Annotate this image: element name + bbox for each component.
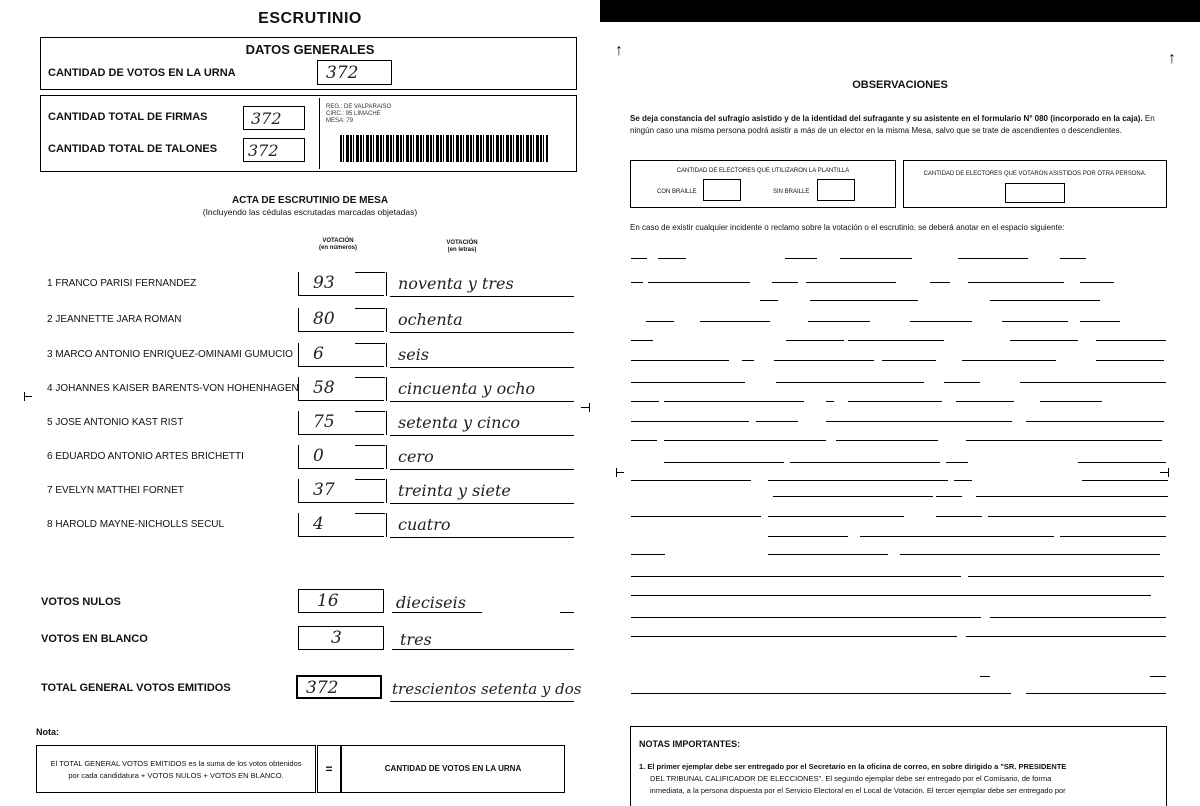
observation-line bbox=[1060, 536, 1166, 537]
observation-line bbox=[840, 258, 912, 259]
observation-line bbox=[962, 360, 1056, 361]
observation-line bbox=[1026, 693, 1166, 694]
candidate-vote-number-box bbox=[298, 445, 384, 469]
candidate-vote-number-box bbox=[298, 377, 384, 401]
candidate-column-divider bbox=[386, 513, 387, 537]
candidate-vote-number-box bbox=[298, 513, 384, 537]
page-title: ESCRUTINIO bbox=[258, 10, 362, 27]
observation-line bbox=[742, 360, 754, 361]
observation-line bbox=[631, 595, 1151, 596]
observation-line bbox=[756, 421, 798, 422]
observation-line bbox=[631, 480, 751, 481]
plantilla-box bbox=[630, 160, 896, 208]
votos-blanco-words: tres bbox=[400, 630, 432, 649]
votos-blanco-box bbox=[298, 626, 384, 650]
candidate-vote-words: cincuenta y ocho bbox=[398, 379, 536, 398]
observation-line bbox=[631, 554, 665, 555]
candidate-words-line bbox=[390, 296, 574, 297]
mesa-info-circ: CIRC.: 95 LIMACHE bbox=[326, 111, 381, 117]
observation-line bbox=[631, 282, 643, 283]
observation-line bbox=[826, 421, 1012, 422]
candidate-box-tick bbox=[355, 479, 385, 480]
observation-line bbox=[664, 440, 826, 441]
votos-nulos-words: dieciseis bbox=[396, 593, 466, 612]
asistidos-title: CANTIDAD DE ELECTORES QUE VOTARON ASISTIDOS POR OTRA PERSONA: bbox=[923, 171, 1147, 177]
observation-line bbox=[631, 360, 729, 361]
observation-line bbox=[776, 382, 924, 383]
candidate-vote-number: 6 bbox=[313, 344, 324, 364]
registration-mark-left bbox=[24, 396, 32, 397]
nota-label: Nota: bbox=[36, 727, 59, 737]
observation-line bbox=[1060, 258, 1086, 259]
observation-line bbox=[700, 321, 770, 322]
candidate-column-divider bbox=[386, 272, 387, 296]
observation-line bbox=[810, 300, 918, 301]
observation-line bbox=[772, 282, 798, 283]
observation-line bbox=[631, 340, 653, 341]
candidate-name: 4 JOHANNES KAISER BARENTS-VON HOHENHAGEN bbox=[47, 383, 299, 394]
candidate-column-divider bbox=[386, 308, 387, 332]
observation-line bbox=[944, 382, 980, 383]
candidate-vote-words: noventa y tres bbox=[398, 274, 514, 293]
nota-text-2: por cada candidatura + VOTOS NULOS + VOTOS EN BLANCO. bbox=[68, 771, 284, 780]
datos-generales-heading: DATOS GENERALES bbox=[245, 42, 375, 57]
observation-line bbox=[631, 440, 657, 441]
candidate-vote-number-box bbox=[298, 479, 384, 503]
arrow-up-icon: ↑ bbox=[615, 42, 623, 59]
candidate-box-tick bbox=[355, 343, 385, 344]
col-header-numbers: VOTACIÓN (en números) bbox=[318, 238, 357, 251]
observation-line bbox=[954, 480, 972, 481]
registration-mark-right-a bbox=[616, 472, 624, 473]
observation-line bbox=[958, 258, 1028, 259]
plantilla-title: CANTIDAD DE ELECTORES QUE UTILIZARON LA PLANTILLA bbox=[676, 168, 850, 174]
total-emitidos-box bbox=[296, 675, 382, 699]
candidate-vote-number: 4 bbox=[313, 514, 324, 534]
candidate-vote-words: treinta y siete bbox=[398, 481, 511, 500]
mesa-info bbox=[326, 104, 391, 125]
observation-line bbox=[631, 401, 659, 402]
votos-urna-label: CANTIDAD DE VOTOS EN LA URNA bbox=[48, 67, 236, 79]
observation-line bbox=[826, 401, 834, 402]
votos-urna-box bbox=[317, 60, 392, 85]
candidate-vote-words: cuatro bbox=[398, 515, 451, 534]
registration-mark-right-b bbox=[1160, 472, 1168, 473]
observation-line bbox=[1082, 480, 1168, 481]
observation-line bbox=[664, 401, 804, 402]
observation-line bbox=[1080, 282, 1114, 283]
candidate-vote-words: setenta y cinco bbox=[398, 413, 521, 432]
votos-urna-summary-label: CANTIDAD DE VOTOS EN LA URNA bbox=[384, 764, 522, 773]
firmas-label: CANTIDAD TOTAL DE FIRMAS bbox=[48, 111, 208, 123]
observation-line bbox=[980, 676, 990, 677]
votos-nulos-line bbox=[392, 612, 482, 613]
observation-line bbox=[900, 554, 1160, 555]
mesa-info-mesa: MESA: 79 bbox=[326, 118, 354, 124]
observation-line bbox=[760, 300, 778, 301]
observation-line bbox=[631, 617, 981, 618]
votos-nulos-box bbox=[298, 589, 384, 613]
col-header-words: VOTACIÓN (en letras) bbox=[446, 240, 478, 253]
candidate-box-tick bbox=[355, 308, 385, 309]
candidate-words-line bbox=[390, 435, 574, 436]
registration-mark-mid-v bbox=[589, 403, 590, 412]
candidate-words-line bbox=[390, 503, 574, 504]
sin-braille-field[interactable] bbox=[817, 179, 855, 201]
votos-urna-summary-box bbox=[341, 745, 565, 793]
observation-line bbox=[966, 440, 1162, 441]
observation-line bbox=[648, 282, 750, 283]
candidate-vote-number-box bbox=[298, 411, 384, 435]
candidate-words-line bbox=[390, 401, 574, 402]
candidate-name: 3 MARCO ANTONIO ENRIQUEZ-OMINAMI GUMUCIO bbox=[47, 349, 293, 360]
observation-line bbox=[1096, 340, 1166, 341]
firmas-box bbox=[243, 106, 305, 130]
acta-title: ACTA DE ESCRUTINIO DE MESA bbox=[231, 195, 389, 206]
observation-line bbox=[990, 617, 1166, 618]
notas-importantes-box bbox=[630, 726, 1167, 806]
con-braille-field[interactable] bbox=[703, 179, 741, 201]
registration-mark-right-b-v bbox=[1168, 468, 1169, 477]
total-emitidos-number: 372 bbox=[306, 678, 339, 698]
observation-line bbox=[631, 258, 647, 259]
observation-line bbox=[1010, 340, 1078, 341]
candidate-name: 7 EVELYN MATTHEI FORNET bbox=[47, 485, 184, 496]
observation-line bbox=[946, 462, 968, 463]
candidate-name: 6 EDUARDO ANTONIO ARTES BRICHETTI bbox=[47, 451, 244, 462]
candidate-vote-number-box bbox=[298, 272, 384, 296]
nota-1-line-1: 1. El primer ejemplar debe ser entregado por el Secretario en la oficina de correo, en sobre dirigido a "SR. PRESIDENTE bbox=[639, 762, 1067, 771]
observation-line bbox=[836, 440, 938, 441]
observation-line bbox=[966, 636, 1166, 637]
observation-line bbox=[790, 462, 940, 463]
sin-braille-label: SIN BRAILLE bbox=[773, 189, 810, 195]
candidate-column-divider bbox=[386, 479, 387, 503]
observation-line bbox=[768, 480, 948, 481]
observation-line bbox=[774, 360, 874, 361]
asistido-paragraph-bold: Se deja constancia del sufragio asistido y de la identidad del sufragante y su asistente en el formulario N° 080 (incorporado en la caja). bbox=[630, 114, 1143, 123]
votos-nulos-line-end bbox=[560, 612, 574, 613]
observation-line bbox=[988, 516, 1166, 517]
observation-line bbox=[1026, 421, 1164, 422]
candidate-vote-number-box bbox=[298, 308, 384, 332]
observaciones-title: OBSERVACIONES bbox=[852, 79, 948, 91]
candidate-name: 5 JOSE ANTONIO KAST RIST bbox=[47, 417, 184, 428]
candidate-words-line bbox=[390, 332, 574, 333]
candidate-words-line bbox=[390, 469, 574, 470]
observation-line bbox=[631, 693, 1011, 694]
asistidos-box bbox=[903, 160, 1167, 208]
candidate-words-line bbox=[390, 537, 574, 538]
candidate-column-divider bbox=[386, 343, 387, 367]
candidate-vote-words: ochenta bbox=[398, 310, 463, 329]
candidate-box-tick bbox=[355, 377, 385, 378]
candidate-words-line bbox=[390, 367, 574, 368]
total-emitidos-words: trescientos setenta y dos bbox=[392, 680, 582, 698]
observation-line bbox=[768, 554, 888, 555]
firmas-value: 372 bbox=[251, 109, 282, 128]
observation-line bbox=[631, 516, 761, 517]
candidate-vote-number: 93 bbox=[313, 273, 335, 293]
observation-line bbox=[968, 282, 1064, 283]
notas-title: NOTAS IMPORTANTES: bbox=[639, 739, 741, 749]
candidate-vote-number-box bbox=[298, 343, 384, 367]
observation-line bbox=[910, 321, 972, 322]
candidate-column-divider bbox=[386, 411, 387, 435]
observation-line bbox=[848, 401, 942, 402]
observation-line bbox=[956, 401, 1014, 402]
candidate-box-tick bbox=[355, 513, 385, 514]
observation-line bbox=[658, 258, 686, 259]
observation-line bbox=[936, 516, 982, 517]
observation-line bbox=[1150, 676, 1166, 677]
nota-text-1: El TOTAL GENERAL VOTOS EMITIDOS es la suma de los votos obtenidos bbox=[50, 759, 302, 768]
observation-line bbox=[664, 462, 784, 463]
candidate-box-tick bbox=[355, 272, 385, 273]
talones-label: CANTIDAD TOTAL DE TALONES bbox=[48, 143, 218, 155]
observation-line bbox=[768, 516, 904, 517]
candidate-vote-words: seis bbox=[398, 345, 430, 364]
candidate-vote-number: 75 bbox=[313, 412, 335, 432]
candidate-column-divider bbox=[386, 377, 387, 401]
observation-line bbox=[806, 282, 896, 283]
nota-box bbox=[36, 745, 316, 793]
observation-line bbox=[1096, 360, 1164, 361]
observation-line bbox=[990, 300, 1100, 301]
talones-value: 372 bbox=[248, 141, 279, 160]
arrow-up-icon-right: ↑ bbox=[1168, 50, 1176, 67]
observation-line bbox=[1002, 321, 1068, 322]
mesa-info-region: REG.: DE VALPARAISO bbox=[326, 104, 392, 110]
total-emitidos-line bbox=[390, 701, 574, 702]
talones-box bbox=[243, 138, 305, 162]
candidate-vote-number: 37 bbox=[313, 480, 335, 500]
asistido-paragraph-rest: En ningún caso una misma persona podrá asistir a más de un elector en la misma Mesa, salvo que se trate de ascendientes o descendientes. bbox=[630, 114, 1155, 135]
observation-line bbox=[930, 282, 950, 283]
nota-1-line-2: DEL TRIBUNAL CALIFICADOR DE ELECCIONES". El segundo ejemplar debe ser entregado por el Comisario, de forma bbox=[650, 774, 1052, 783]
observation-line bbox=[976, 496, 1168, 497]
votos-blanco-line bbox=[392, 649, 574, 650]
candidate-vote-number: 80 bbox=[313, 309, 335, 329]
equals-sign: = bbox=[325, 762, 333, 776]
candidate-column-divider bbox=[386, 445, 387, 469]
votos-nulos-number: 16 bbox=[317, 591, 339, 611]
observation-line bbox=[1078, 462, 1166, 463]
candidate-name: 8 HAROLD MAYNE-NICHOLLS SECUL bbox=[47, 519, 225, 530]
equals-box bbox=[317, 745, 341, 793]
candidate-name: 1 FRANCO PARISI FERNANDEZ bbox=[47, 278, 197, 289]
asistido-paragraph bbox=[630, 113, 1170, 137]
observation-line bbox=[773, 496, 933, 497]
observation-line bbox=[848, 340, 944, 341]
candidate-box-tick bbox=[355, 411, 385, 412]
nota-1-line-3: inmediata, a la persona dispuesta por el Servicio Electoral en el Local de Votación. El tercer ejemplar debe ser entregado por bbox=[650, 786, 1066, 795]
con-braille-label: CON BRAILLE bbox=[657, 189, 697, 195]
observation-line bbox=[631, 636, 957, 637]
observation-line bbox=[860, 536, 1054, 537]
observation-line bbox=[785, 258, 817, 259]
observation-line bbox=[631, 421, 749, 422]
votos-nulos-label: VOTOS NULOS bbox=[41, 596, 121, 608]
acta-subtitle: (Incluyendo las cédulas escrutadas marcadas objetadas) bbox=[202, 207, 418, 217]
registration-mark-left-v bbox=[24, 392, 25, 401]
asistidos-field[interactable] bbox=[1005, 183, 1065, 203]
registration-mark-mid bbox=[581, 407, 589, 408]
incidente-text: En caso de existir cualquier incidente o reclamo sobre la votación o el escrutinio, se deberá anotar en el espacio siguiente: bbox=[630, 223, 1065, 232]
total-emitidos-label: TOTAL GENERAL VOTOS EMITIDOS bbox=[41, 682, 231, 694]
observation-line bbox=[936, 496, 962, 497]
nota-1 bbox=[639, 761, 1159, 797]
observation-line bbox=[631, 382, 745, 383]
votos-urna-value: 372 bbox=[326, 63, 359, 83]
registration-mark-right-a-v bbox=[616, 468, 617, 477]
scan-edge bbox=[600, 0, 1200, 22]
observation-line bbox=[968, 576, 1164, 577]
candidate-vote-number: 58 bbox=[313, 378, 335, 398]
observation-line bbox=[1040, 401, 1102, 402]
observation-line bbox=[646, 321, 674, 322]
votos-blanco-number: 3 bbox=[331, 628, 342, 648]
observation-line bbox=[768, 536, 848, 537]
candidate-box-tick bbox=[355, 445, 385, 446]
observation-line bbox=[786, 340, 844, 341]
candidate-name: 2 JEANNETTE JARA ROMAN bbox=[47, 314, 182, 325]
observation-line bbox=[1020, 382, 1166, 383]
observation-line bbox=[882, 360, 936, 361]
observation-line bbox=[808, 321, 870, 322]
barcode bbox=[340, 135, 548, 162]
observation-line bbox=[1080, 321, 1120, 322]
candidate-vote-words: cero bbox=[398, 447, 434, 466]
votos-blanco-label: VOTOS EN BLANCO bbox=[41, 633, 148, 645]
observation-line bbox=[631, 576, 961, 577]
candidate-vote-number: 0 bbox=[313, 446, 324, 466]
